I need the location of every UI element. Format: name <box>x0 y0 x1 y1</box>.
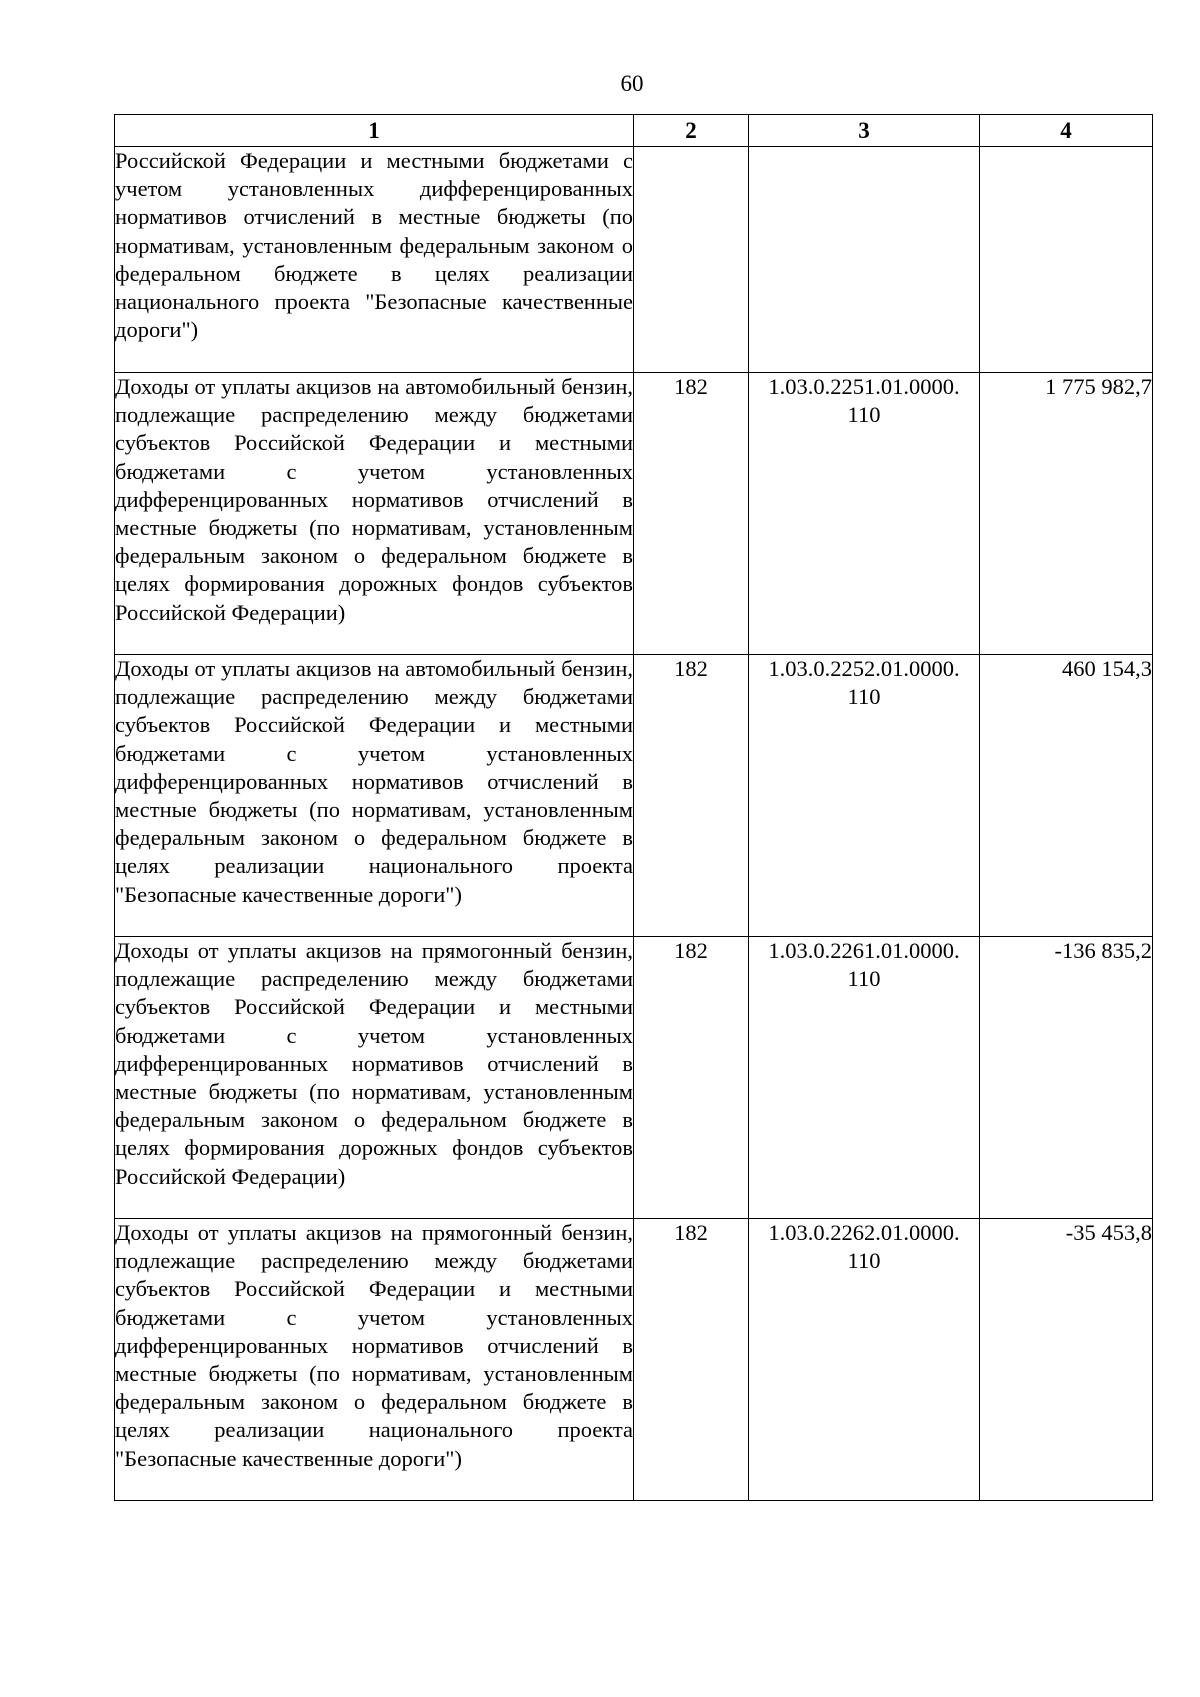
row-admin-code: 182 <box>634 373 749 655</box>
row-description: Доходы от уплаты акцизов на автомобильный бензин, подлежащие распределению между бюджетами субъектов Российской Федерации и местными бюджетами с учетом установленных дифференцированных нормативов отчислений в местные бюджеты (по нормативам, установленным федеральным законом о федеральном бюджете в целях формирования дорожных фондов субъектов Российской Федерации) <box>115 373 634 655</box>
row-admin-code: 182 <box>634 655 749 937</box>
column-header-4: 4 <box>980 115 1153 147</box>
row-admin-code: 182 <box>634 1219 749 1501</box>
table-row <box>115 373 1153 655</box>
row-kbk-line1: 1.03.0.2261.01.0000. <box>768 938 960 963</box>
row-amount: -35 453,8 <box>980 1219 1153 1501</box>
row-description: Доходы от уплаты акцизов на прямогонный бензин, подлежащие распределению между бюджетами субъектов Российской Федерации и местными бюджетами с учетом установленных дифференцированных нормативов отчислений в местные бюджеты (по нормативам, установленным федеральным законом о федеральном бюджете в целях формирования дорожных фондов субъектов Российской Федерации) <box>115 937 634 1219</box>
column-header-3: 3 <box>749 115 980 147</box>
row-amount: -136 835,2 <box>980 937 1153 1219</box>
column-header-2: 2 <box>634 115 749 147</box>
row-kbk-line2: 110 <box>847 1248 881 1274</box>
row-kbk <box>749 1219 980 1501</box>
page-number: 60 <box>620 71 644 96</box>
row-kbk-line2: 110 <box>847 684 881 710</box>
table-row <box>115 937 1153 1219</box>
row-amount: 460 154,3 <box>980 655 1153 937</box>
row-kbk-line1: 1.03.0.2262.01.0000. <box>768 1220 960 1245</box>
row-kbk <box>749 373 980 655</box>
row-description: Доходы от уплаты акцизов на прямогонный бензин, подлежащие распределению между бюджетами субъектов Российской Федерации и местными бюджетами с учетом установленных дифференцированных нормативов отчислений в местные бюджеты (по нормативам, установленным федеральным законом о федеральном бюджете в целях реализации национального проекта "Безопасные качественные дороги") <box>115 1219 634 1501</box>
table-header-row <box>115 115 1153 147</box>
row-kbk-line2: 110 <box>847 966 881 992</box>
row-kbk-line1: 1.03.0.2252.01.0000. <box>768 656 960 681</box>
row-kbk-line1: 1.03.0.2251.01.0000. <box>768 374 960 399</box>
column-header-1: 1 <box>115 115 634 147</box>
row-description: Российской Федерации и местными бюджетами с учетом установленных дифференцированных нормативов отчислений в местные бюджеты (по нормативам, установленным федеральным законом о федеральном бюджете в целях реализации национального проекта "Безопасные качественные дороги") <box>115 147 634 373</box>
row-admin-code <box>634 147 749 373</box>
row-kbk-line2: 110 <box>847 402 881 428</box>
revenue-table <box>114 114 1153 1501</box>
table-row <box>115 655 1153 937</box>
row-kbk <box>749 147 980 373</box>
row-amount <box>980 147 1153 373</box>
row-kbk <box>749 937 980 1219</box>
table-row <box>115 147 1153 373</box>
row-amount: 1 775 982,7 <box>980 373 1153 655</box>
row-kbk <box>749 655 980 937</box>
row-admin-code: 182 <box>634 937 749 1219</box>
row-description: Доходы от уплаты акцизов на автомобильный бензин, подлежащие распределению между бюджетами субъектов Российской Федерации и местными бюджетами с учетом установленных дифференцированных нормативов отчислений в местные бюджеты (по нормативам, установленным федеральным законом о федеральном бюджете в целях реализации национального проекта "Безопасные качественные дороги") <box>115 655 634 937</box>
table-row <box>115 1219 1153 1501</box>
